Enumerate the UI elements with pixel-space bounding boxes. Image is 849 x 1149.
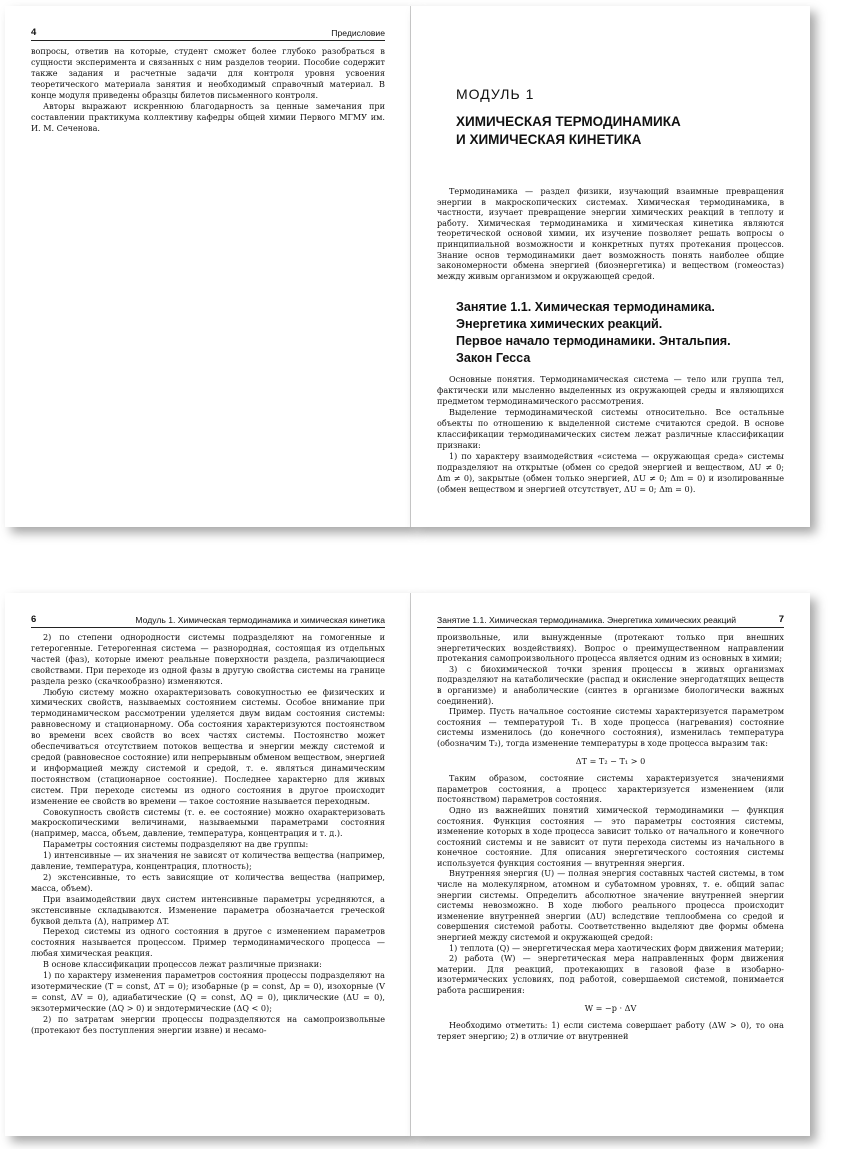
paragraph: Необходимо отметить: 1) если система совершает работу (ΔW > 0), то она теряет энергию; 2) в отличие от внутренней [437,1020,784,1041]
running-header [31,613,385,628]
page-number: 7 [778,614,784,625]
paragraph: 3) с биохимической точки зрения процессы в живых организмах подразделяют на катаболические (распад и окисление энергодатящих веществ в организме) и анаболические (синтез в организме биологически важных соединений). [437,663,784,706]
page-body [31,632,385,1036]
lesson-title-line: Закон Гесса [456,351,531,365]
paragraph: Любую систему можно охарактеризовать совокупностью ее физических и химических свойств, называемых состоянием системы. Особое внимание при термодинамическом рассмотрении уделяется двум видам состояния системы: равновесному и стационарному. Оба состояния характеризуются постоянством во времени всех свойств во всех частях системы. Постоянство может обеспечиваться отсутствием потоков вещества и энергии между системой и средой (равновесное состояние) или непрерывным обменом веществом, энергией и информацией между системой и средой, т. е. являться динамическим постоянством (стационарное состояние). Последнее характерно для живых систем. При переходе системы из одного состояния в другое происходит изменение ее свойств во времени — такое состояние называется переходным. [31,686,385,806]
lesson-title [456,299,790,367]
page-body [31,46,385,134]
paragraph: 1) по характеру изменения параметров состояния процессы подразделяют на изотермические (T = const, ΔT = 0); изобарные (p = const, Δp = 0), изохорные (V = const, ΔV = 0), адиабатические (Q = const, ΔQ = 0), циклические (ΔU = 0), экзотермические (ΔQ > 0) и эндотермические (ΔQ < 0); [31,970,385,1013]
paragraph: Выделение термодинамической системы относительно. Все остальные объекты по отношению к выделенной системе считаются средой. В основе классификации термодинамических систем лежат различные классификации признаки: [437,407,784,450]
paragraph: 2) по затратам энергии процессы подразделяются на самопроизвольные (протекают без поступления энергии извне) и несамо- [31,1013,385,1035]
paragraph: Таким образом, состояние системы характеризуется значениями параметров состояния, а процесс характеризуется изменением (или постоянством) параметров состояния. [437,773,784,805]
paragraph: 1) по характеру взаимодействия «система — окружающая среда» системы подразделяют на открытые (обмен со средой энергией и веществом, ΔU ≠ 0; Δm ≠ 0), закрытые (обмен только энергией, ΔU ≠ 0; Δm = 0) и изолированные (обмен веществом и энергией отсутствует, ΔU = 0; Δm = 0). [437,451,784,494]
page-body [437,632,784,1041]
paragraph: Внутренняя энергия (U) — полная энергия составных частей системы, в том числе на молекулярном, атомном и субатомном уровнях, т. е. общий запас энергии системы. Определить абсолютное значение внутренней энергии системы невозможно. В ходе любого реального процесса происходит изменение внутренней энергии (ΔU) вследствие теплообмена со средой и совершения системой работы. Соответственно выделяют две формы обмена энергией между системой и окружающей средой: [437,868,784,943]
paragraph: Одно из важнейших понятий химической термодинамики — функция состояния. Функция состояния — это параметры состояния системы, изменение которых в ходе процесса зависит только от начального и конечного состояний системы и не зависит от пути перехода системы из начального в конечное состояние. Для описания энергетического состояния системы используется функция состояния — внутренняя энергия. [437,804,784,868]
lesson-title-line: Первое начало термодинамики. Энтальпия. [456,334,731,348]
paragraph: 1) интенсивные — их значения не зависят от количества вещества (например, давление, температура, концентрация, плотность); [31,850,385,872]
paragraph: 2) работа (W) — энергетическая мера направленных форм движения материи. Для реакций, протекающих в газовой фазе в изобарно-изотермических условиях, под работой, совершаемой системой, понимается работа расширения: [437,953,784,995]
lesson-title-line: Занятие 1.1. Химическая термодинамика. [456,300,715,314]
paragraph: произвольные, или вынужденные (протекают только при внешних энергетических воздействиях). Вопрос о преимущественном направлении протекания самопроизвольного процесса является одним из основных в химии; [437,632,784,664]
running-header [437,613,784,628]
paragraph: Параметры состояния системы подразделяют на две группы: [43,839,309,850]
paragraph: вопросы, ответив на которые, студент сможет более глубоко разобраться в сущности эксперимента и связанных с ним разделов теории. Пособие содержит также задания и расчетные задачи для контроля уровня усвоения теоретического материала занятия и необходимый справочный материал. В конце модуля приведены образцы билетов письменного контроля. [31,46,385,100]
paragraph: Основные понятия. Термодинамическая система — тело или группа тел, фактически или мысленно выделенных из окружающей среды и являющихся предметом термодинамического рассмотрения. [437,374,784,406]
module-intro [437,186,784,281]
page-number: 6 [31,614,37,625]
module-title-line: И ХИМИЧЕСКАЯ КИНЕТИКА [456,132,642,147]
lesson-title-line: Энергетика химических реакций. [456,317,663,331]
page-7 [411,593,810,1136]
paragraph: Совокупность свойств системы (т. е. ее состояние) можно охарактеризовать макроскопическими величинами, называемыми параметрами состояния (например, масса, объем, давление, температура, концентрация и т. д.). [31,806,385,839]
header-title: Предисловие [331,28,385,38]
formula: ΔT = T₂ − T₁ > 0 [575,755,646,766]
paragraph: 2) экстенсивные, то есть зависящие от количества вещества (например, масса, объем). [31,871,385,893]
paragraph: Переход системы из одного состояния в другое с изменением параметров состояния называется процессом. Пример термодинамического процесса — любая химическая реакция. [31,926,385,959]
module-title [456,113,780,149]
paragraph: 2) по степени однородности системы подразделяют на гомогенные и гетерогенные. Гетерогенная система — разнородная, состоящая из отдельных частей (фаз), которые имеют реальные поверхности раздела, различающиеся свойствами. При переходе из одной фазы в другую свойства системы на границе раздела резко (скачкообразно) изменяются. [31,632,385,686]
running-header [31,26,385,41]
paragraph: 1) теплота (Q) — энергетическая мера хаотических форм движения материи; [449,942,784,953]
paragraph: Термодинамика — раздел физики, изучающий взаимные превращения энергии в макроскопических системах. Химическая термодинамика, в частности, изучает превращение энергии химических реакций в теплоту и работу. Химическая термодинамика и химическая кинетика являются теоретической основой химии, их изучение позволяет решать вопросы о принципиальной возможности и конкретных путях протекания процессов. Знание основ термодинамики дает возможность понять наиболее общие закономерности обмена энергией (биоэнергетика) и веществом (гомеостаз) между живым организмом и окружающей средой. [437,186,784,281]
header-title: Модуль 1. Химическая термодинамика и химическая кинетика [135,615,385,625]
formula: W = −p · ΔV [584,1002,637,1013]
paragraph: Авторы выражают искреннюю благодарность за ценные замечания при составлении практикума коллективу кафедры общей химии Первого МГМУ им. И. М. Сеченова. [31,101,385,133]
page-body [437,374,784,495]
page-number: 4 [31,27,37,38]
page-6 [5,593,411,1136]
page-4 [5,6,411,527]
module-title-line: ХИМИЧЕСКАЯ ТЕРМОДИНАМИКА [456,114,681,129]
page-module-1 [411,6,810,527]
paragraph: В основе классификации процессов лежат различные признаки: [43,959,322,970]
header-title: Занятие 1.1. Химическая термодинамика. Энергетика химических реакций [437,615,737,625]
paragraph: Пример. Пусть начальное состояние системы характеризуется параметром состояния — температурой T₁. В ходе процесса (нагревания) состояние системы изменилось (до конечного состояния), изменилась температура (обозначим T₂), тогда изменение температуры в ходе процесса выразим так: [437,706,784,748]
module-label: МОДУЛЬ 1 [456,86,535,102]
paragraph: При взаимодействии двух систем интенсивные параметры усредняются, а экстенсивные складываются. Изменение параметра обозначается греческой буквой дельта (Δ), например ΔT. [31,893,385,926]
